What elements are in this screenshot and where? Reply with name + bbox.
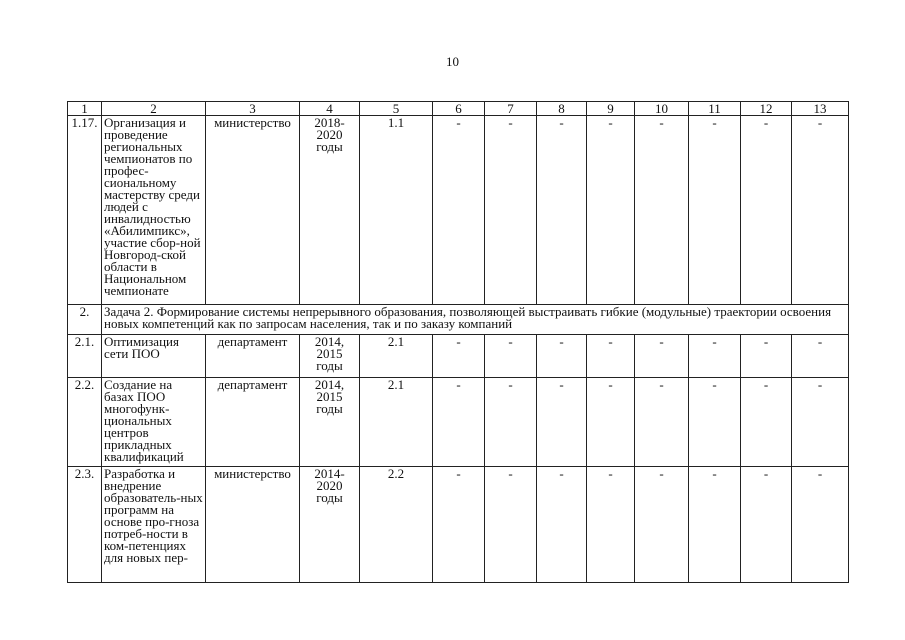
item-name: Оптимизация сети ПОО [102, 335, 206, 378]
value-cell: - [689, 116, 741, 305]
value-cell: - [537, 116, 587, 305]
column-header: 3 [206, 102, 300, 116]
value-cell: - [537, 335, 587, 378]
item-term: 2014, 2015 годы [300, 378, 360, 467]
item-name: Разработка и внедрение образователь-ных программ на основе про-гноза потреб-ности в ком-петенциях для новых пер- [102, 467, 206, 583]
item-indicator: 2.2 [360, 467, 433, 583]
value-cell: - [635, 378, 689, 467]
value-cell: - [433, 116, 485, 305]
column-header: 12 [741, 102, 792, 116]
value-cell: - [433, 335, 485, 378]
column-header: 4 [300, 102, 360, 116]
column-header: 9 [587, 102, 635, 116]
value-cell: - [792, 116, 849, 305]
item-term: 2018-2020 годы [300, 116, 360, 305]
value-cell: - [537, 378, 587, 467]
value-cell: - [433, 467, 485, 583]
item-number: 2.2. [68, 378, 102, 467]
table-row [68, 116, 849, 305]
task-number: 2. [68, 305, 102, 335]
value-cell: - [485, 116, 537, 305]
value-cell: - [635, 116, 689, 305]
item-number: 1.17. [68, 116, 102, 305]
value-cell: - [689, 467, 741, 583]
column-header: 11 [689, 102, 741, 116]
value-cell: - [587, 335, 635, 378]
value-cell: - [587, 467, 635, 583]
column-header: 1 [68, 102, 102, 116]
value-cell: - [792, 335, 849, 378]
value-cell: - [741, 116, 792, 305]
task-description: Задача 2. Формирование системы непрерывного образования, позволяющей выстраивать гибкие (модульные) траектории освоения новых компетенций как по запросам населения, так и по заказу компаний [102, 305, 849, 335]
item-executor: министерство [206, 467, 300, 583]
item-indicator: 1.1 [360, 116, 433, 305]
table-row [68, 467, 849, 583]
column-header: 13 [792, 102, 849, 116]
value-cell: - [792, 467, 849, 583]
value-cell: - [537, 467, 587, 583]
item-term: 2014, 2015 годы [300, 335, 360, 378]
item-executor: министерство [206, 116, 300, 305]
page-number: 10 [446, 54, 459, 69]
column-number-row [68, 102, 849, 116]
value-cell: - [689, 335, 741, 378]
value-cell: - [741, 378, 792, 467]
column-header: 10 [635, 102, 689, 116]
item-executor: департамент [206, 378, 300, 467]
value-cell: - [587, 116, 635, 305]
item-executor: департамент [206, 335, 300, 378]
value-cell: - [792, 378, 849, 467]
value-cell: - [485, 467, 537, 583]
value-cell: - [587, 378, 635, 467]
table-row [68, 378, 849, 467]
item-name: Создание на базах ПОО многофунк-циональных центров прикладных квалификаций [102, 378, 206, 467]
value-cell: - [433, 378, 485, 467]
value-cell: - [689, 378, 741, 467]
column-header: 5 [360, 102, 433, 116]
item-number: 2.1. [68, 335, 102, 378]
value-cell: - [485, 335, 537, 378]
item-term: 2014-2020 годы [300, 467, 360, 583]
column-header: 8 [537, 102, 587, 116]
item-indicator: 2.1 [360, 378, 433, 467]
column-header: 2 [102, 102, 206, 116]
value-cell: - [635, 467, 689, 583]
task-row [68, 305, 849, 335]
value-cell: - [741, 335, 792, 378]
activities-table [67, 101, 849, 583]
column-header: 7 [485, 102, 537, 116]
table-row [68, 335, 849, 378]
item-indicator: 2.1 [360, 335, 433, 378]
item-name: Организация и проведение региональных чемпионатов по профес-сиональному мастерству среди людей с инвалидностью «Абилимпикс», участие сбор-ной Новгород-ской области в Национальном чемпионате [102, 116, 206, 305]
column-header: 6 [433, 102, 485, 116]
value-cell: - [485, 378, 537, 467]
value-cell: - [635, 335, 689, 378]
item-number: 2.3. [68, 467, 102, 583]
value-cell: - [741, 467, 792, 583]
